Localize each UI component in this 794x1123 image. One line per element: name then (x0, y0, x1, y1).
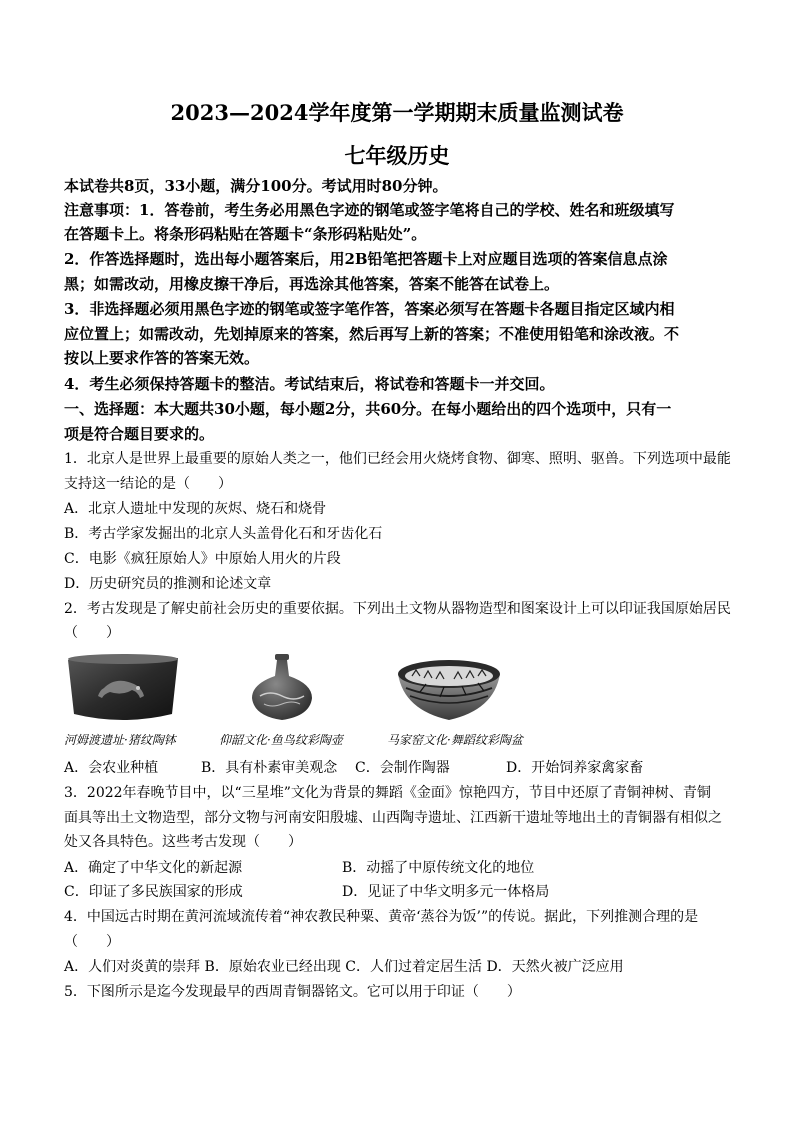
q2-stem-b: （ ） (64, 625, 120, 641)
majiayao-dance-basin-image (396, 654, 502, 726)
q5-stem: 5．下图所示是迄今发现最早的西周青铜器铭文。它可以用于印证（ ） (64, 984, 521, 1000)
q3-stem-c: 处又各具特色。这些考古发现（ ） (64, 834, 302, 850)
yangshao-fish-bird-pot-image (248, 652, 316, 726)
q1-stem-a: 1．北京人是世界上最重要的原始人类之一，他们已经会用火烧烤食物、御寒、照明、驱兽。下列选项中最能 (64, 451, 731, 467)
note-1-line-a: 注意事项：1．答卷前，考生务必用黑色字迹的钢笔或签字笔将自己的学校、姓名和班级填写 (64, 201, 675, 219)
note-2-line-a: 2．作答选择题时，选出每小题答案后，用2B铅笔把答题卡上对应题目选项的答案信息点涂 (64, 250, 668, 268)
q2-option-c: C．会制作陶器 (355, 760, 450, 776)
q1-option-c: C．电影《疯狂原始人》中原始人用火的片段 (64, 551, 341, 567)
q2-option-b: B．具有朴素审美观念 (201, 760, 338, 776)
exam-subtitle: 七年级历史 (344, 143, 450, 168)
artifact-caption-2: 仰韶文化·鱼鸟纹彩陶壶 (219, 733, 343, 747)
q3-stem-a: 3．2022年春晚节目中，以“三星堆”文化为背景的舞蹈《金面》惊艳四方，节目中还原了青铜神树、青铜 (64, 785, 711, 801)
q2-stem-a: 2．考古发现是了解史前社会历史的重要依据。下列出土文物从器物造型和图案设计上可以印证我国原始居民 (64, 601, 731, 617)
note-3-line-b: 应位置上；如需改动，先划掉原来的答案，然后再写上新的答案；不准使用铅笔和涂改液。不 (64, 325, 680, 343)
q3-option-d: D．见证了中华文明多元一体格局 (342, 884, 550, 900)
q1-option-d: D．历史研究员的推测和论述文章 (64, 576, 272, 592)
note-3-line-a: 3．非选择题必须用黑色字迹的钢笔或签字笔作答，答案必须写在答题卡各题目指定区域内相 (64, 300, 675, 318)
q2-option-a: A．会农业种植 (64, 760, 159, 776)
q3-option-b: B．动摇了中原传统文化的地位 (342, 860, 535, 876)
q4-stem-b: （ ） (64, 934, 120, 950)
note-3-line-c: 按以上要求作答的答案无效。 (64, 349, 260, 367)
q1-stem-b: 支持这一结论的是（ ） (64, 476, 232, 492)
artifact-caption-1: 河姆渡遗址·猪纹陶钵 (64, 733, 176, 747)
section-1-heading-b: 项是符合题目要求的。 (64, 425, 215, 443)
note-2-line-b: 黑；如需改动，用橡皮擦干净后，再选涂其他答案，答案不能答在试卷上。 (64, 275, 560, 293)
q2-option-d: D．开始饲养家禽家畜 (506, 760, 644, 776)
q3-option-c: C．印证了多民族国家的形成 (64, 884, 243, 900)
artifact-caption-3: 马家窑文化·舞蹈纹彩陶盆 (387, 733, 523, 747)
exam-intro: 本试卷共8页，33小题，满分100分。考试用时80分钟。 (64, 177, 448, 195)
hemudu-pig-bowl-image (64, 650, 182, 726)
q3-option-a: A．确定了中华文化的新起源 (64, 860, 243, 876)
q3-stem-b: 面具等出土文物造型，部分文物与河南安阳殷墟、山西陶寺遗址、江西新干遗址等地出土的青铜器有相似之 (64, 810, 722, 826)
q1-option-b: B．考古学家发掘出的北京人头盖骨化石和牙齿化石 (64, 526, 383, 542)
section-1-heading-a: 一、选择题：本大题共30小题，每小题2分，共60分。在每小题给出的四个选项中，只有一 (64, 400, 672, 418)
q4-stem-a: 4．中国远古时期在黄河流域流传着“神农教民种粟、黄帝‘蒸谷为饭’”的传说。据此，下列推测合理的是 (64, 909, 699, 925)
q1-option-a: A．北京人遗址中发现的灰烬、烧石和烧骨 (64, 501, 327, 517)
note-1-line-b: 在答题卡上。将条形码粘贴在答题卡“条形码粘贴处”。 (64, 225, 427, 243)
exam-title: 2023—2024学年度第一学期期末质量监测试卷 (170, 100, 624, 125)
q4-options: A．人们对炎黄的崇拜 B．原始农业已经出现 C．人们过着定居生活 D．天然火被广泛应用 (64, 959, 624, 975)
note-4: 4．考生必须保持答题卡的整洁。考试结束后，将试卷和答题卡一并交回。 (64, 375, 555, 393)
